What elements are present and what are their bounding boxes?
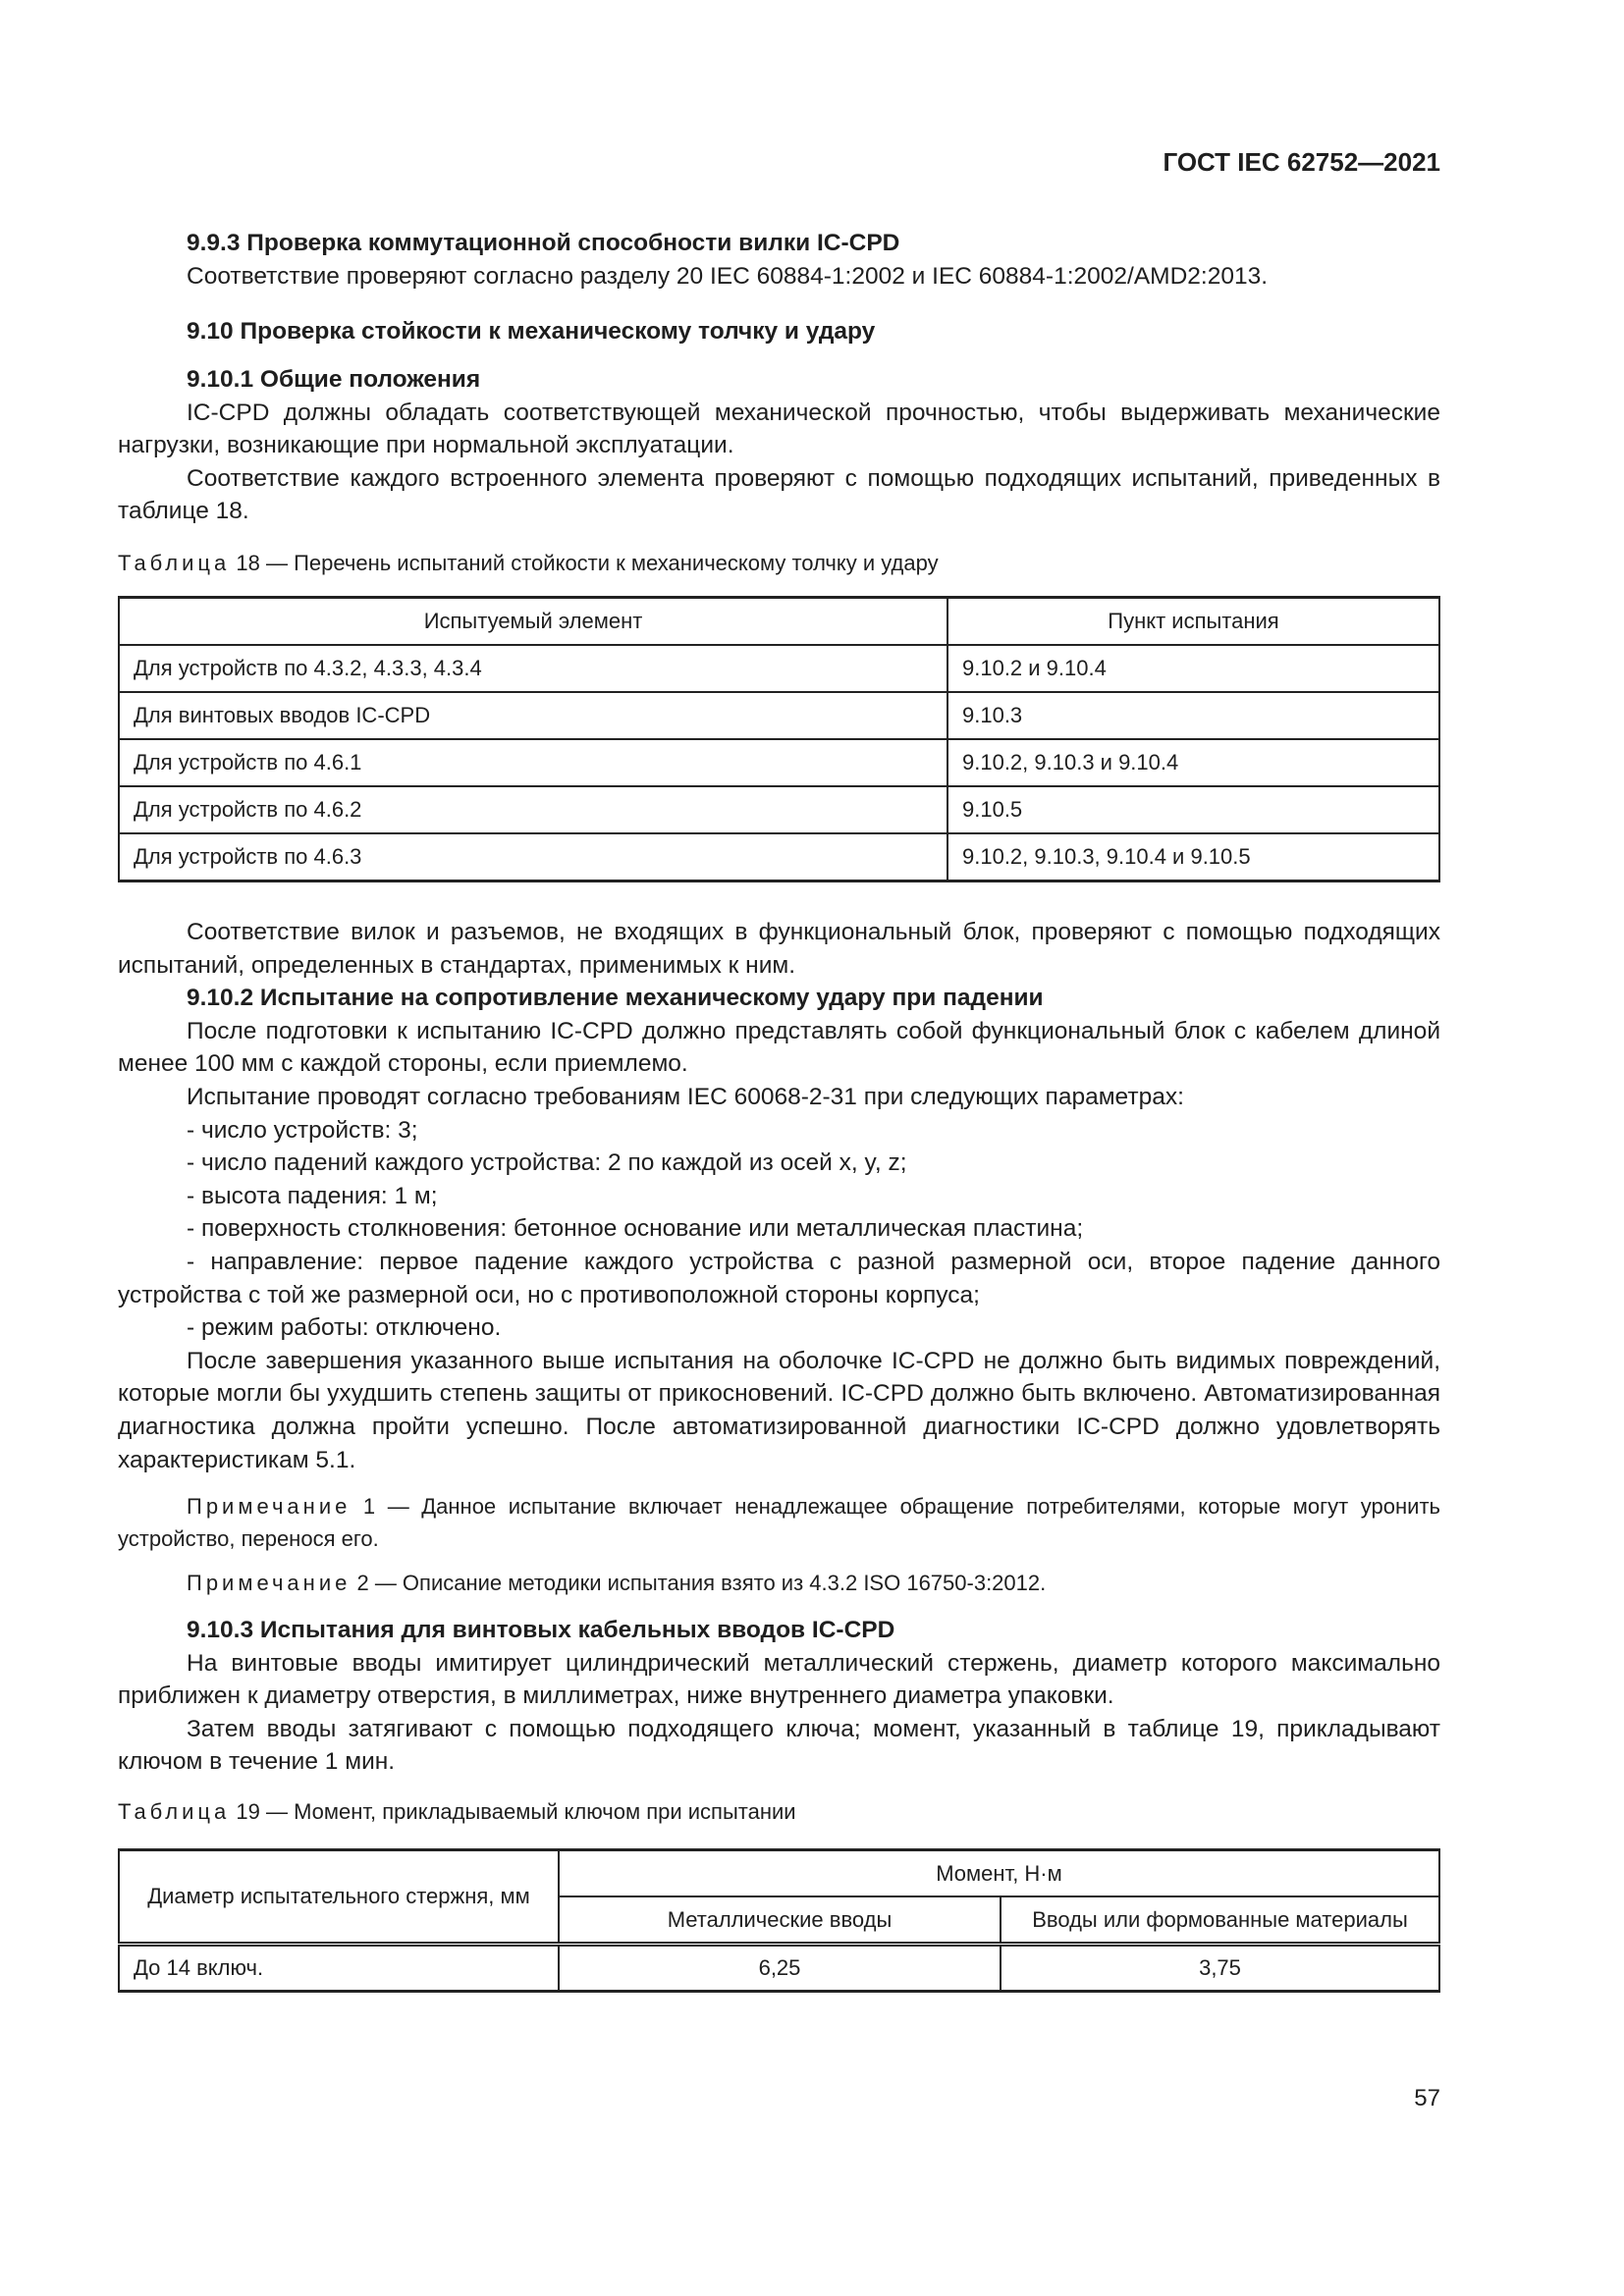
paragraph: После подготовки к испытанию IC-CPD должно представлять собой функциональный блок с кабелем длиной менее 100 мм с каждой стороны, если приемлемо. [118, 1017, 1440, 1078]
paragraph: Соответствие вилок и разъемов, не входящих в функциональный блок, проверяют с помощью подходящих испытаний, определенных в стандартах, применимых к ним. [118, 919, 1440, 979]
list-item: - режим работы: отключено. [187, 1314, 502, 1342]
document-header: ГОСТ IEC 62752—2021 [1163, 147, 1440, 177]
table-18 [118, 596, 1440, 882]
section-title: 9.9.3 Проверка коммутационной способности вилки IC-CPD [187, 230, 900, 256]
cell: 3,75 [1001, 1945, 1439, 1992]
column-header: Испытуемый элемент [119, 598, 947, 646]
caption-text: 18 — Перечень испытаний стойкости к механическому толчку и удару [236, 551, 939, 575]
paragraph: Соответствие проверяют согласно разделу 20 IEC 60884-1:2002 и IEC 60884-1:2002/AMD2:2013. [187, 262, 1269, 290]
table-row [119, 833, 1439, 881]
table-18-caption [118, 551, 939, 576]
table-row [119, 692, 1439, 739]
paragraph: На винтовые вводы имитирует цилиндрический металлический стержень, диаметр которого максимально приближен к диаметру отверстия, в миллиметрах, ниже внутреннего диаметра упаковки. [118, 1649, 1440, 1710]
cell: Для устройств по 4.6.1 [119, 739, 947, 786]
cell: 9.10.2, 9.10.3 и 9.10.4 [947, 739, 1439, 786]
table-19-caption [118, 1799, 796, 1825]
note-text: 1 — Данное испытание включает ненадлежащее обращение потребителями, которые могут уронить устройство, перенося его. [118, 1494, 1440, 1551]
cell: 9.10.3 [947, 692, 1439, 739]
section-title: 9.10.1 Общие положения [187, 366, 481, 393]
paragraph: IC-CPD должны обладать соответствующей механической прочностью, чтобы выдерживать механические нагрузки, возникающие при нормальной эксплуатации. [118, 399, 1440, 459]
caption-text: 19 — Момент, прикладываемый ключом при испытании [236, 1799, 796, 1824]
list-item: - высота падения: 1 м; [187, 1182, 438, 1209]
note-label: Примечание [187, 1494, 352, 1519]
note-1 [118, 1490, 1440, 1555]
column-header: Диаметр испытательного стержня, мм [119, 1850, 559, 1945]
list-item: - поверхность столкновения: бетонное основание или металлическая пластина; [187, 1215, 1084, 1243]
cell: Для устройств по 4.3.2, 4.3.3, 4.3.4 [119, 645, 947, 692]
cell: До 14 включ. [119, 1945, 559, 1992]
cell: 9.10.5 [947, 786, 1439, 833]
column-header: Момент, Н·м [559, 1850, 1439, 1897]
note-label: Примечание [187, 1571, 352, 1595]
cell: 9.10.2, 9.10.3, 9.10.4 и 9.10.5 [947, 833, 1439, 881]
cell: 9.10.2 и 9.10.4 [947, 645, 1439, 692]
section-title: 9.10.2 Испытание на сопротивление механическому удару при падении [187, 985, 1044, 1012]
note-2 [118, 1567, 1440, 1599]
column-header: Вводы или формованные материалы [1001, 1896, 1439, 1945]
cell: Для устройств по 4.6.2 [119, 786, 947, 833]
section-9-9-3 [118, 227, 1440, 293]
section-title: 9.10.3 Испытания для винтовых кабельных вводов IC-CPD [187, 1617, 895, 1643]
paragraph: Соответствие каждого встроенного элемента проверяют с помощью подходящих испытаний, приведенных в таблице 18. [118, 464, 1440, 525]
list-item: - число падений каждого устройства: 2 по каждой из осей x, y, z; [187, 1149, 907, 1177]
table-row [119, 1945, 1439, 1992]
column-header: Металлические вводы [559, 1896, 1001, 1945]
paragraph: Затем вводы затягивают с помощью подходящего ключа; момент, указанный в таблице 19, прикладывают ключом в течение 1 мин. [118, 1715, 1440, 1776]
section-9-10-3 [118, 1614, 1440, 1779]
section-9-10-2 [118, 916, 1440, 1476]
section-title: 9.10 Проверка стойкости к механическому толчку и удару [187, 318, 876, 345]
section-9-10 [118, 315, 1440, 348]
table-label: Таблица [118, 1799, 231, 1824]
paragraph: Испытание проводят согласно требованиям IEC 60068-2-31 при следующих параметрах: [187, 1083, 1184, 1110]
table-row [119, 645, 1439, 692]
section-9-10-1 [118, 363, 1440, 528]
list-item: - направление: первое падение каждого устройства с разной размерной оси, второе падение данного устройства с той же размерной оси, но с противоположной стороны корпуса; [118, 1248, 1440, 1308]
cell: Для устройств по 4.6.3 [119, 833, 947, 881]
note-text: 2 — Описание методики испытания взято из 4.3.2 ISO 16750-3:2012. [356, 1571, 1047, 1595]
list-item: - число устройств: 3; [187, 1116, 418, 1144]
table-label: Таблица [118, 551, 231, 575]
table-row [119, 786, 1439, 833]
page-number: 57 [1414, 2085, 1440, 2111]
table-row [119, 739, 1439, 786]
cell: Для винтовых вводов IC-CPD [119, 692, 947, 739]
table-19 [118, 1848, 1440, 1993]
cell: 6,25 [559, 1945, 1001, 1992]
paragraph: После завершения указанного выше испытания на оболочке IC-CPD не должно быть видимых повреждений, которые могли бы ухудшить степень защиты от прикосновений. IC-CPD должно быть включено. Автоматизированная диагностика должна пройти успешно. После автоматизированной диагностики IC-CPD должно удовлетворять характеристикам 5.1. [118, 1347, 1440, 1473]
column-header: Пункт испытания [947, 598, 1439, 646]
